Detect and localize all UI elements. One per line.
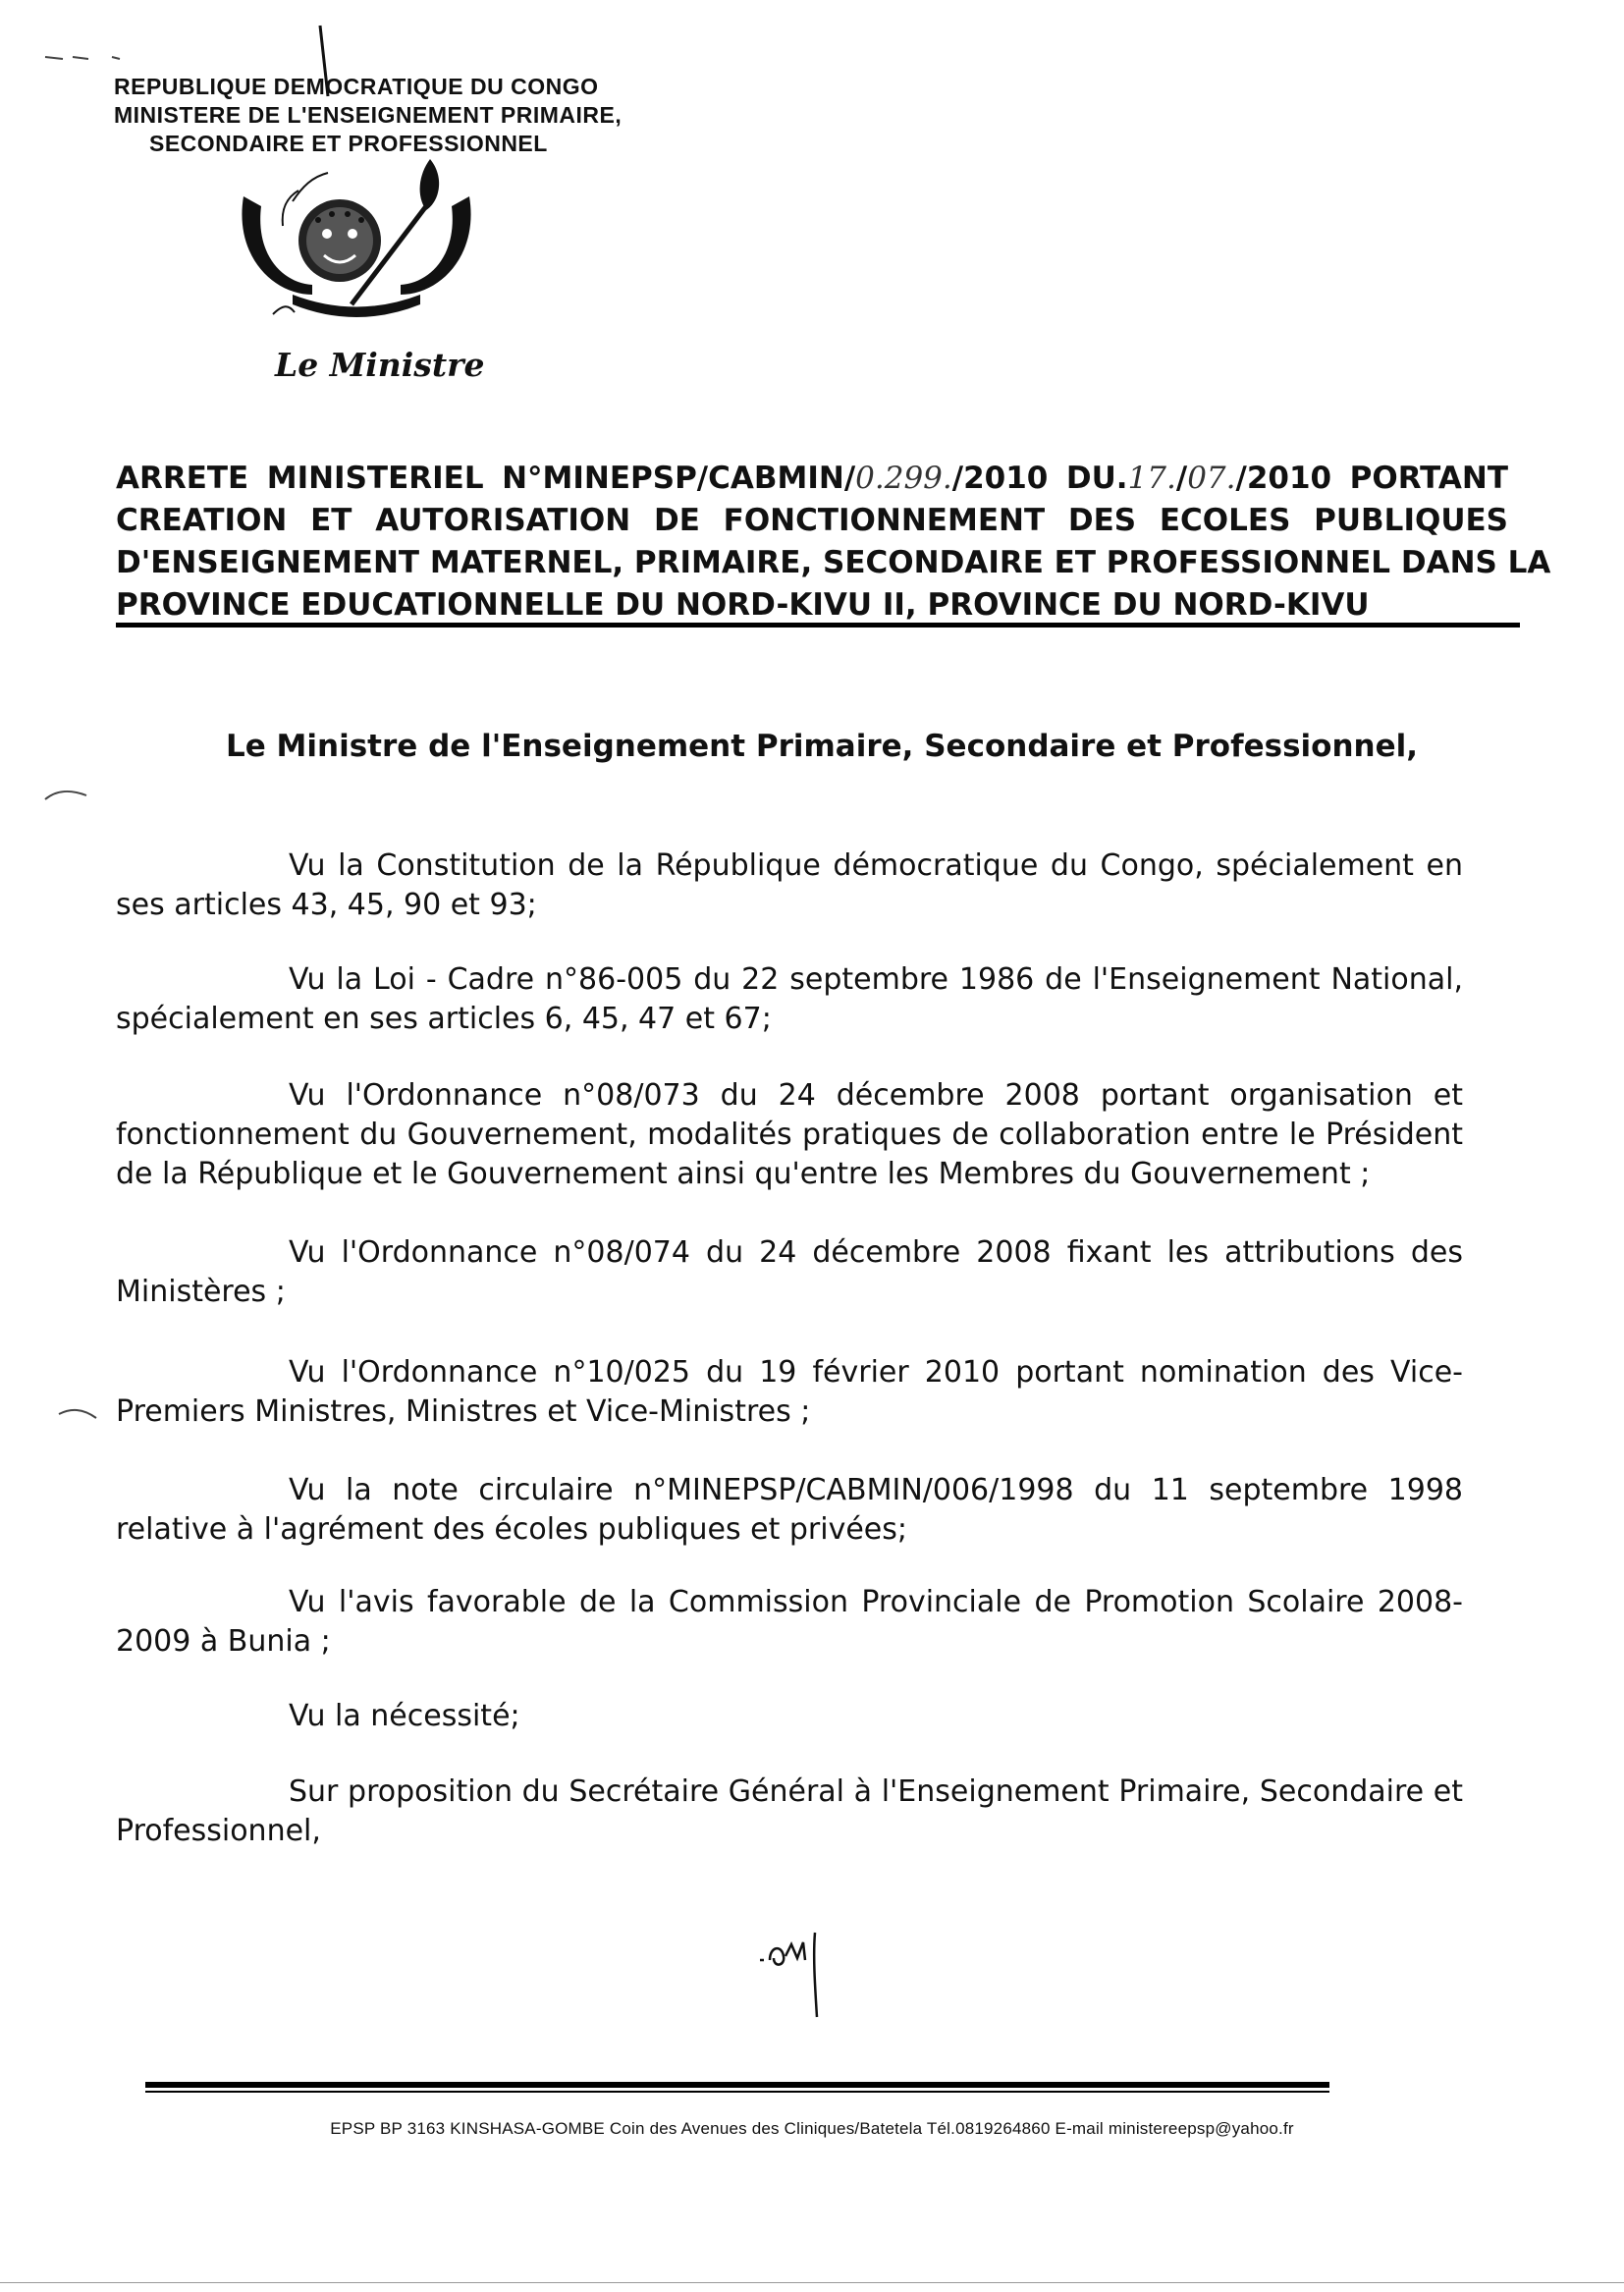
paragraph-loi-cadre: Vu la Loi - Cadre n°86-005 du 22 septembre 1986 de l'Enseignement National, spécialement en ses articles 6, 45, 47 et 67;	[116, 962, 1463, 1036]
decree-ref-year: /2010	[951, 461, 1049, 496]
paragraph-necessite: Vu la nécessité;	[289, 1699, 520, 1733]
decree-date	[1066, 461, 1331, 496]
title-word-ministeriel: MINISTERIEL	[266, 461, 484, 496]
minister-heading: Le Ministre de l'Enseignement Primaire, Secondaire et Professionnel,	[225, 729, 1419, 764]
date-separator: /	[1175, 461, 1188, 496]
date-year: /2010	[1235, 461, 1332, 496]
scan-mark-left-1	[43, 786, 92, 805]
paragraph-note-circulaire: Vu la note circulaire n°MINEPSP/CABMIN/006/1998 du 11 septembre 1998 relative à l'agrément des écoles publiques et privées;	[116, 1473, 1463, 1547]
header-ministry-cont: SECONDAIRE ET PROFESSIONNEL	[149, 131, 548, 156]
decree-number	[502, 461, 1048, 496]
leopard-coat-of-arms-icon	[234, 147, 479, 334]
title-line-3: D'ENSEIGNEMENT MATERNEL, PRIMAIRE, SECONDAIRE ET PROFESSIONNEL DANS LA	[116, 545, 1551, 580]
paragraph-avis-favorable: Vu l'avis favorable de la Commission Provinciale de Promotion Scolaire 2008-2009 à Bunia ;	[116, 1585, 1463, 1659]
scan-mark-top-left	[43, 51, 132, 65]
title-line-4: PROVINCE EDUCATIONNELLE DU NORD-KIVU II, PROVINCE DU NORD-KIVU	[116, 587, 1370, 623]
title-line-1	[116, 458, 1508, 500]
footer-rule-thin	[145, 2091, 1329, 2093]
paragraph-ordonnance-10-025: Vu l'Ordonnance n°10/025 du 19 février 2010 portant nomination des Vice-Premiers Ministres, Ministres et Vice-Ministres ;	[116, 1355, 1463, 1429]
paragraph-ordonnance-08-073: Vu l'Ordonnance n°08/073 du 24 décembre 2008 portant organisation et fonctionnement du Gouvernement, modalités pratiques de collaboration entre le Président de la République et le Gouvernement ainsi qu'entre les Membres du Gouvernement ;	[116, 1078, 1463, 1191]
decree-title	[116, 458, 1551, 627]
title-line-2: CREATION ET AUTORISATION DE FONCTIONNEMENT DES ECOLES PUBLIQUES	[116, 503, 1508, 538]
title-word-arrete: ARRETE	[116, 461, 249, 496]
paragraph-proposition: Sur proposition du Secrétaire Général à l'Enseignement Primaire, Secondaire et Professionnel,	[116, 1774, 1463, 1848]
footer-rule-thick	[145, 2082, 1329, 2088]
decree-ref-prefix: N°MINEPSP/CABMIN/	[502, 461, 856, 496]
date-day-handwritten: 17.	[1127, 461, 1176, 496]
header-ministry: MINISTERE DE L'ENSEIGNEMENT PRIMAIRE,	[114, 102, 623, 128]
date-month-handwritten: 07.	[1187, 461, 1236, 496]
title-word-portant: PORTANT	[1349, 461, 1508, 496]
page-bottom-edge	[0, 2282, 1624, 2283]
date-prefix: DU.	[1065, 461, 1128, 496]
paragraph-ordonnance-08-074: Vu l'Ordonnance n°08/074 du 24 décembre 2008 fixant les attributions des Ministères ;	[116, 1235, 1463, 1309]
handwritten-initials-icon	[756, 1927, 835, 2020]
title-underline	[116, 623, 1520, 628]
header-republic: REPUBLIQUE DEMOCRATIQUE DU CONGO	[114, 74, 599, 99]
footer-address: EPSP BP 3163 KINSHASA-GOMBE Coin des Avenues des Cliniques/Batetela Tél.0819264860 E-mail ministereepsp@yahoo.fr	[330, 2119, 1294, 2138]
paragraph-constitution: Vu la Constitution de la République démocratique du Congo, spécialement en ses articles 43, 45, 90 et 93;	[116, 848, 1463, 922]
decree-number-handwritten: 0.299.	[855, 461, 952, 496]
minister-label: Le Ministre	[275, 346, 485, 384]
scan-mark-left-2	[57, 1404, 106, 1424]
